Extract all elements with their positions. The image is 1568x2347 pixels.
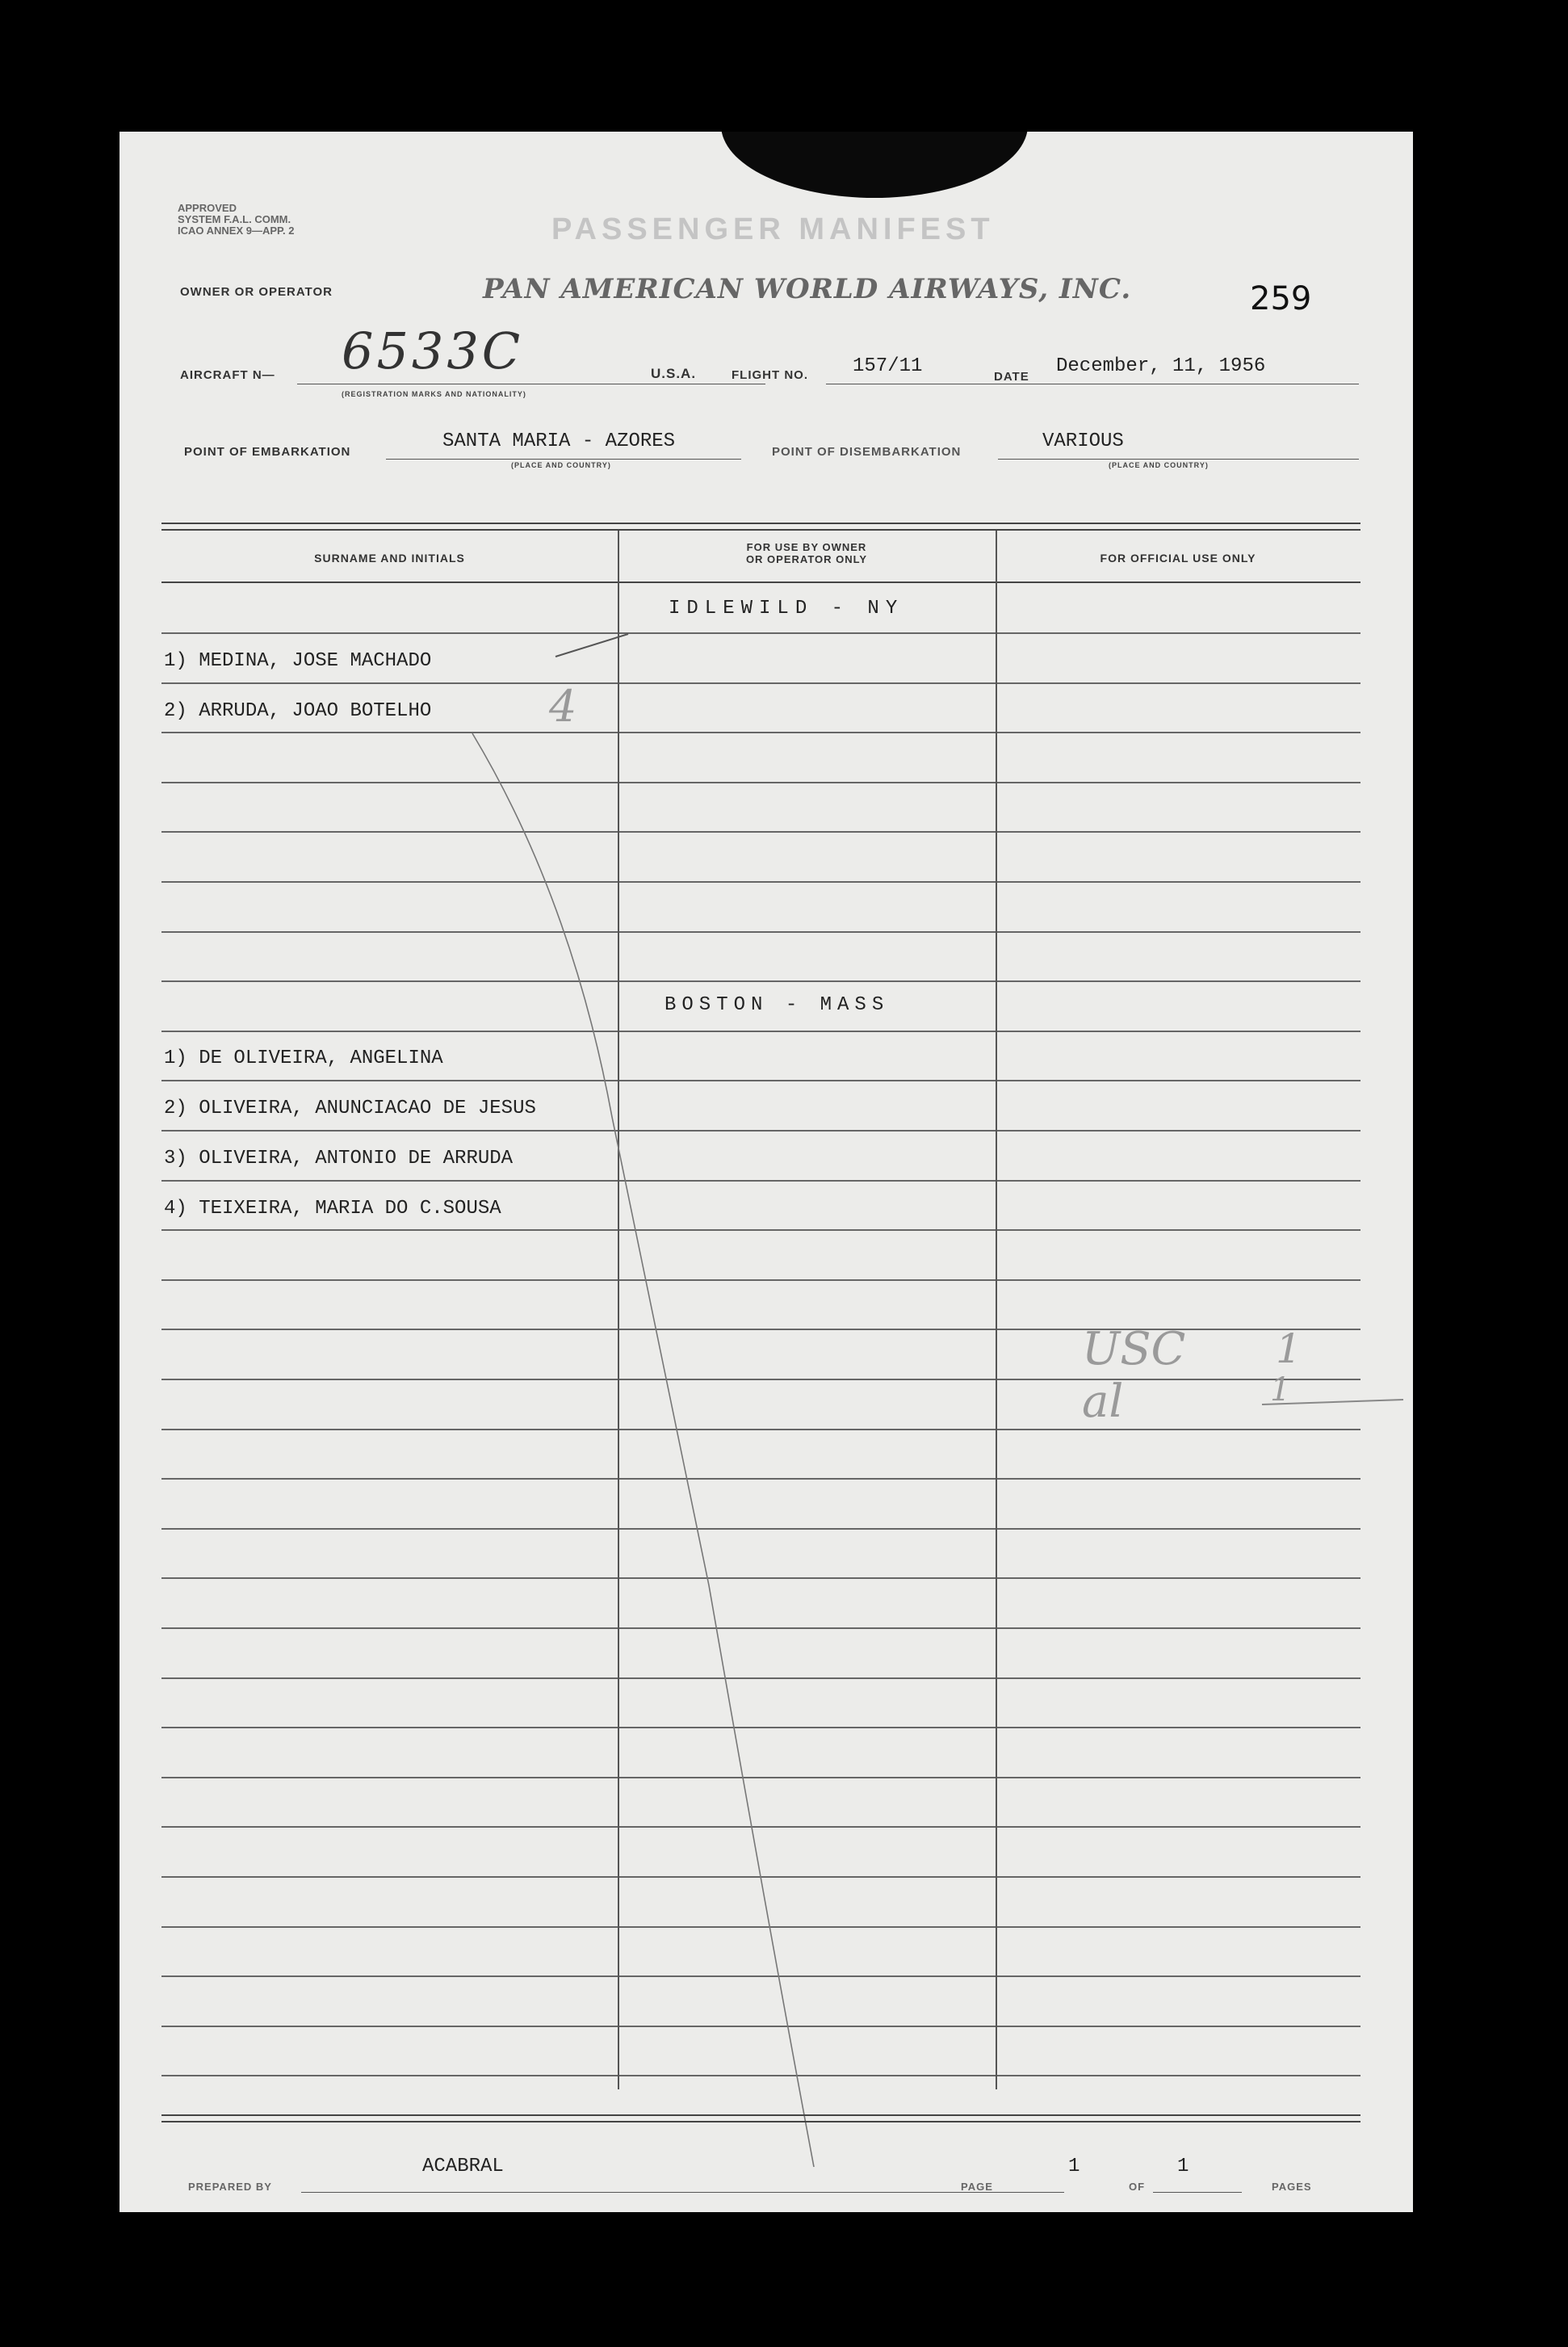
- col-head-owner-line2: OR OPERATOR ONLY: [745, 553, 868, 565]
- disembark-label: POINT OF DISEMBARKATION: [772, 445, 962, 459]
- operator-name: PAN AMERICAN WORLD AIRWAYS, INC.: [483, 273, 1132, 305]
- handwritten-usc-count: 1: [1276, 1325, 1302, 1372]
- embark-sub: (PLACE AND COUNTRY): [511, 461, 611, 469]
- page-number: 259: [1250, 280, 1312, 317]
- passenger-row: 1) MEDINA, JOSE MACHADO: [164, 650, 432, 672]
- pages-label: PAGES: [1272, 2181, 1312, 2193]
- pencil-marks: [119, 132, 1413, 2212]
- approval-note: APPROVED SYSTEM F.A.L. COMM. ICAO ANNEX 9—APP. 2: [178, 202, 295, 237]
- aircraft-value: 6533C: [342, 321, 524, 380]
- manifest-sheet: [119, 132, 1413, 2212]
- form-title: PASSENGER MANIFEST: [551, 212, 995, 246]
- aircraft-sub: (REGISTRATION MARKS AND NATIONALITY): [342, 390, 526, 398]
- prepared-value: ACABRAL: [422, 2156, 504, 2177]
- destination-idlewild: IDLEWILD - NY: [669, 598, 904, 619]
- table-bottom-rule-2: [161, 2121, 1360, 2122]
- date-value: December, 11, 1956: [1056, 355, 1266, 377]
- handwritten-al: al: [1082, 1375, 1124, 1428]
- embark-value: SANTA MARIA - AZORES: [442, 430, 676, 452]
- of-value: 1: [1177, 2156, 1189, 2177]
- embark-label: POINT OF EMBARKATION: [184, 445, 351, 459]
- disembark-sub: (PLACE AND COUNTRY): [1109, 461, 1209, 469]
- handwritten-mark: 4: [549, 681, 577, 732]
- of-line: [1153, 2192, 1242, 2193]
- disembark-value: VARIOUS: [1042, 430, 1124, 452]
- aircraft-label: AIRCRAFT N—: [180, 368, 275, 382]
- page-label: PAGE: [961, 2181, 993, 2193]
- table-bottom-rule: [161, 2114, 1360, 2116]
- owner-label: OWNER OR OPERATOR: [180, 285, 333, 299]
- passenger-row: 2) OLIVEIRA, ANUNCIACAO DE JESUS: [164, 1098, 536, 1119]
- passenger-row: 2) ARRUDA, JOAO BOTELHO: [164, 700, 432, 722]
- handwritten-al-count: 1: [1270, 1371, 1291, 1409]
- flight-label: FLIGHT NO.: [732, 368, 808, 382]
- passenger-row: 1) DE OLIVEIRA, ANGELINA: [164, 1048, 443, 1069]
- destination-boston: BOSTON - MASS: [665, 994, 890, 1016]
- passenger-row: 4) TEIXEIRA, MARIA DO C.SOUSA: [164, 1198, 501, 1220]
- col-head-official: FOR OFFICIAL USE ONLY: [1100, 552, 1256, 565]
- col-head-owner-line1: FOR USE BY OWNER: [746, 541, 867, 553]
- of-label: OF: [1129, 2181, 1146, 2193]
- flight-value: 157/11: [853, 355, 923, 377]
- prepared-line: [301, 2192, 1064, 2193]
- date-label: DATE: [994, 370, 1029, 384]
- usa-label: U.S.A.: [651, 366, 697, 381]
- page-value: 1: [1068, 2156, 1080, 2177]
- col-head-surname: SURNAME AND INITIALS: [314, 552, 465, 565]
- prepared-label: PREPARED BY: [188, 2181, 272, 2193]
- passenger-row: 3) OLIVEIRA, ANTONIO DE ARRUDA: [164, 1148, 514, 1169]
- handwritten-usc: USC: [1082, 1323, 1186, 1375]
